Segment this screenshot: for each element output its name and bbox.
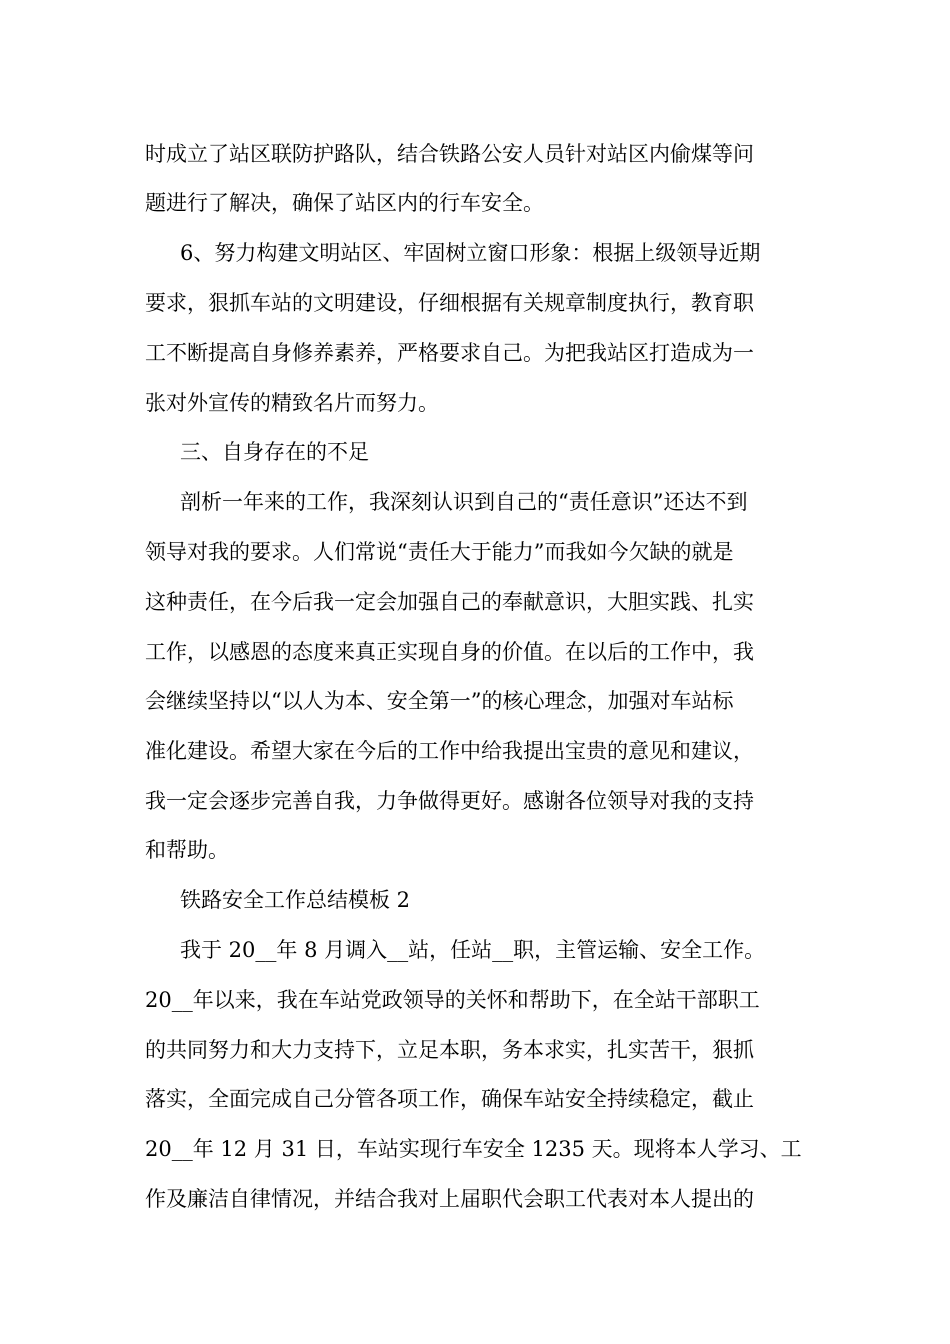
text-line: 张对外宣传的精致名片而努力。 <box>145 391 439 415</box>
paragraph-line: 剖析一年来的工作，我深刻认识到自己的“责任意识”还达不到 <box>180 490 748 514</box>
paragraph-line: 6、努力构建文明站区、牢固树立窗口形象：根据上级领导近期 <box>180 241 761 265</box>
text-line: 要求，狠抓车站的文明建设，仔细根据有关规章制度执行，教育职 <box>145 291 754 315</box>
text-line: 会继续坚持以“以人为本、安全第一”的核心理念，加强对车站标 <box>145 689 734 713</box>
text-line: 时成立了站区联防护路队，结合铁路公安人员针对站区内偷煤等问 <box>145 142 754 166</box>
text-line: 20__年 12 月 31 日，车站实现行车安全 1235 天。现将本人学习、工 <box>145 1137 802 1161</box>
text-line: 的共同努力和大力支持下，立足本职，务本求实，扎实苦干，狠抓 <box>145 1038 754 1062</box>
text-line: 落实，全面完成自己分管各项工作，确保车站安全持续稳定，截止 <box>145 1087 754 1111</box>
text-line: 20__年以来，我在车站党政领导的关怀和帮助下，在全站干部职工 <box>145 988 760 1012</box>
text-line: 准化建设。希望大家在今后的工作中给我提出宝贵的意见和建议， <box>145 739 754 763</box>
text-line: 我一定会逐步完善自我，力争做得更好。感谢各位领导对我的支持 <box>145 789 754 813</box>
text-line: 工作，以感恩的态度来真正实现自身的价值。在以后的工作中，我 <box>145 640 754 664</box>
text-line: 工不断提高自身修养素养，严格要求自己。为把我站区打造成为一 <box>145 341 754 365</box>
text-line: 作及廉洁自律情况，并结合我对上届职代会职工代表对本人提出的 <box>145 1187 754 1211</box>
paragraph-line: 我于 20__年 8 月调入__站，任站__职，主管运输、安全工作。 <box>180 938 766 962</box>
text-line: 和帮助。 <box>145 838 229 862</box>
text-line: 题进行了解决，确保了站区内的行车安全。 <box>145 191 544 215</box>
text-line: 领导对我的要求。人们常说“责任大于能力”而我如今欠缺的就是 <box>145 540 734 564</box>
text-line: 这种责任，在今后我一定会加强自己的奉献意识，大胆实践、扎实 <box>145 590 754 614</box>
document-subtitle: 铁路安全工作总结模板 2 <box>180 888 411 912</box>
section-heading: 三、自身存在的不足 <box>180 440 369 464</box>
